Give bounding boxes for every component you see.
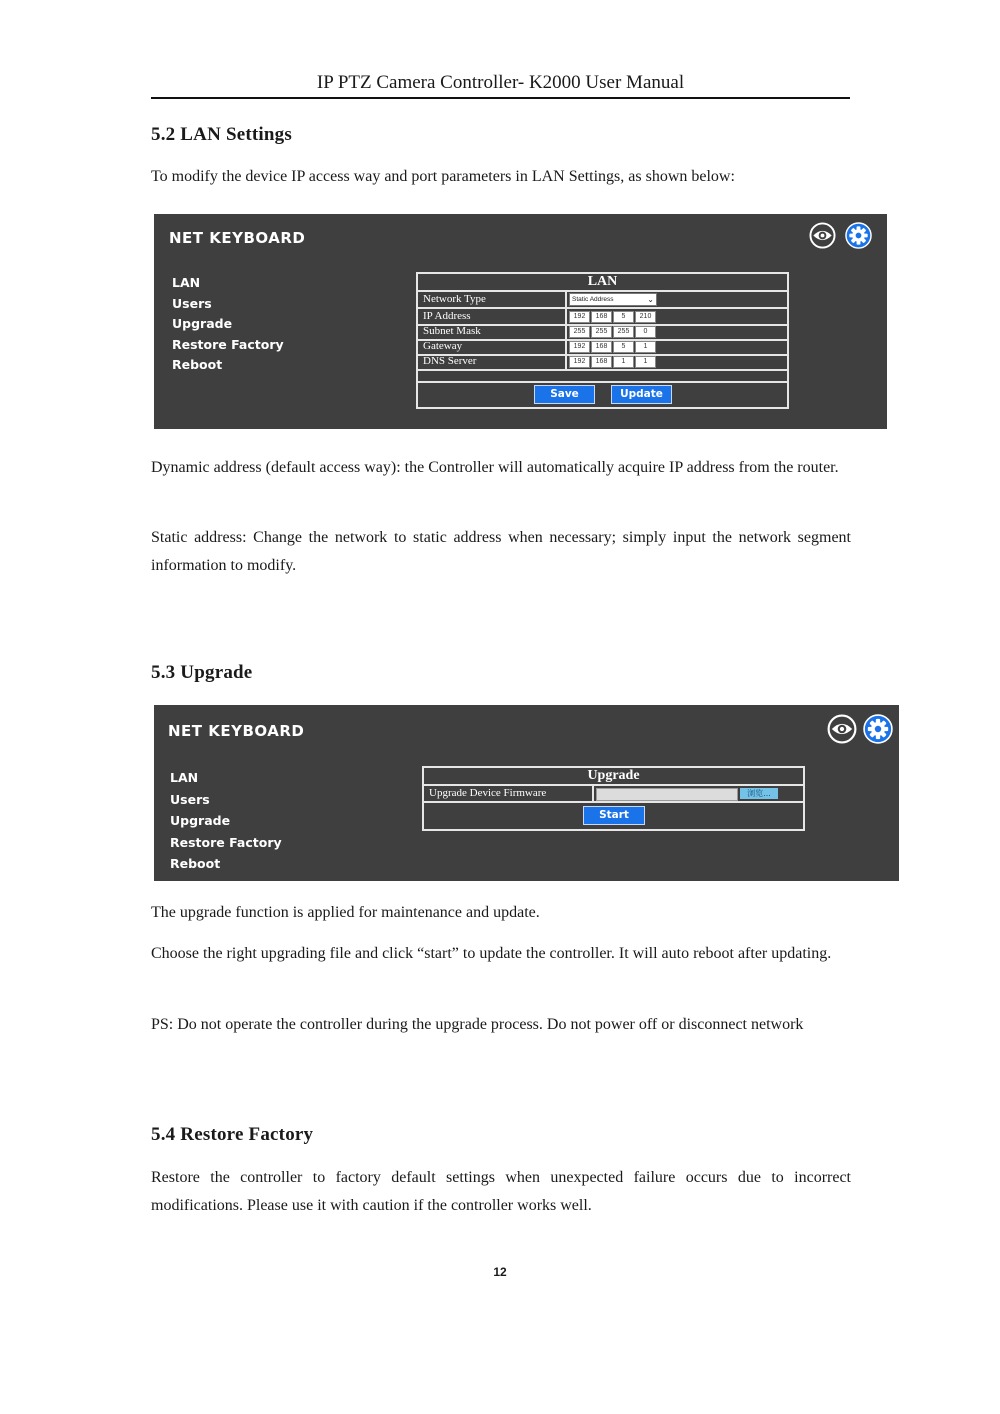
ip-address-octet-2[interactable]: 168 (591, 311, 612, 323)
ip-address-label: IP Address (423, 310, 471, 322)
row-divider (565, 354, 567, 369)
dns-server-octet-3[interactable]: 1 (613, 356, 634, 368)
upgrade-form-title: Upgrade (424, 768, 803, 786)
nav-item-reboot[interactable]: Reboot (172, 357, 223, 372)
upgrade-firmware-row (424, 786, 803, 803)
upgrade-screenshot (154, 705, 899, 881)
row-divider (565, 324, 567, 339)
row-divider (565, 292, 567, 307)
gateway-octet-2[interactable]: 168 (591, 341, 612, 353)
gateway-octet-4[interactable]: 1 (635, 341, 656, 353)
gear-icon[interactable] (845, 222, 872, 249)
gateway-octet-3[interactable]: 5 (613, 341, 634, 353)
network-type-value: Static Address (572, 296, 614, 303)
browse-button[interactable]: 浏览... (740, 788, 778, 799)
gear-icon[interactable] (863, 714, 893, 744)
sidebar-nav (172, 273, 284, 376)
dns-server-octet-1[interactable]: 192 (569, 356, 590, 368)
app-title: NET KEYBOARD (168, 722, 305, 740)
gateway-octet-1[interactable]: 192 (569, 341, 590, 353)
upgrade-text-1: The upgrade function is applied for maintenance and update. (151, 904, 540, 921)
page-number: 12 (493, 1265, 507, 1279)
start-button[interactable]: Start (583, 806, 645, 825)
nav-item-lan[interactable]: LAN (172, 275, 201, 290)
subnet-mask-octet-4[interactable]: 0 (635, 326, 656, 338)
page-header: IP PTZ Camera Controller- K2000 User Manual (316, 72, 685, 93)
upgrade-text-2: Choose the right upgrading file and click “start” to update the controller. It will auto reboot after updating. (151, 945, 832, 962)
ip-address-octet-3[interactable]: 5 (613, 311, 634, 323)
nav-item-upgrade[interactable]: Upgrade (172, 316, 233, 331)
row-divider (565, 309, 567, 324)
update-button[interactable]: Update (611, 385, 672, 404)
nav-item-reboot[interactable]: Reboot (170, 856, 221, 871)
dns-server-label: DNS Server (423, 355, 477, 367)
gateway-label: Gateway (423, 340, 463, 352)
eye-icon[interactable] (809, 222, 836, 249)
subnet-mask-label: Subnet Mask (423, 325, 481, 337)
lan-settings-screenshot (154, 214, 887, 429)
ip-address-octet-1[interactable]: 192 (569, 311, 590, 323)
section-title-upgrade: 5.3 Upgrade (151, 662, 253, 683)
nav-item-users[interactable]: Users (172, 295, 212, 311)
lan-form (416, 272, 789, 409)
restore-text: Restore the controller to factory default settings when unexpected failure occurs due to incorrect modifications. Please use it with caution if the controller works well. (151, 1169, 851, 1214)
sidebar-nav (170, 767, 282, 875)
row-divider (592, 786, 594, 801)
network-type-row (418, 292, 787, 309)
nav-item-restore-factory[interactable]: Restore Factory (170, 834, 282, 850)
lan-dynamic-text: Dynamic address (default access way): the Controller will automatically acquire IP address from the router. (151, 459, 839, 476)
subnet-mask-octet-2[interactable]: 255 (591, 326, 612, 338)
subnet-mask-octet-3[interactable]: 255 (613, 326, 634, 338)
nav-item-users[interactable]: Users (170, 791, 210, 807)
lan-intro-text: To modify the device IP access way and port parameters in LAN Settings, as shown below: (151, 168, 735, 185)
lan-static-text: Static address: Change the network to static address when necessary; simply input the network segment information to modify. (151, 529, 851, 574)
header-rule (151, 97, 850, 99)
ip-address-octet-4[interactable]: 210 (635, 311, 656, 323)
nav-item-lan[interactable]: LAN (170, 770, 199, 785)
firmware-file-input[interactable] (596, 788, 738, 801)
nav-item-upgrade[interactable]: Upgrade (170, 813, 231, 828)
dns-server-octet-4[interactable]: 1 (635, 356, 656, 368)
upgrade-text-3: PS: Do not operate the controller during the upgrade process. Do not power off or disconnect network (151, 1016, 804, 1033)
subnet-mask-octet-1[interactable]: 255 (569, 326, 590, 338)
network-type-label: Network Type (423, 293, 486, 305)
app-title: NET KEYBOARD (169, 229, 306, 247)
upgrade-form (422, 766, 805, 831)
section-title-lan: 5.2 LAN Settings (151, 124, 292, 145)
spacer-row (418, 369, 787, 383)
lan-form-title: LAN (418, 274, 787, 292)
network-type-select[interactable] (569, 293, 657, 306)
save-button[interactable]: Save (534, 385, 595, 404)
row-divider (565, 339, 567, 354)
chevron-down-icon: ⌄ (647, 295, 654, 304)
upgrade-firmware-label: Upgrade Device Firmware (429, 787, 547, 799)
eye-icon[interactable] (827, 714, 857, 744)
dns-server-octet-2[interactable]: 168 (591, 356, 612, 368)
nav-item-restore-factory[interactable]: Restore Factory (172, 336, 284, 352)
section-title-restore: 5.4 Restore Factory (151, 1124, 314, 1145)
